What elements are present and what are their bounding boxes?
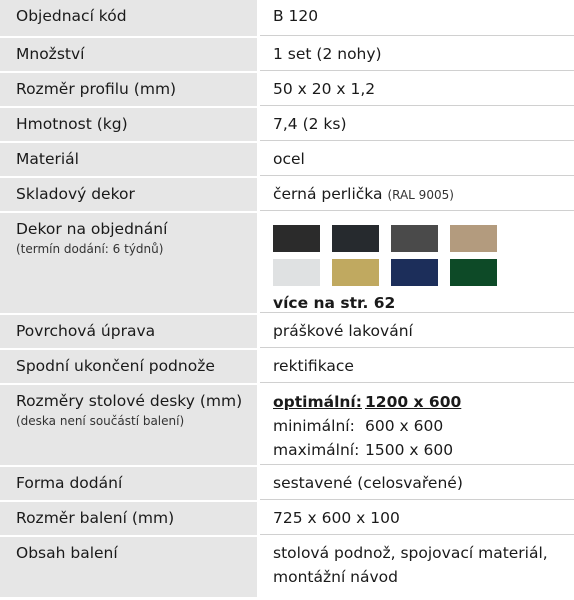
row-value — [260, 178, 574, 211]
color-swatch — [391, 259, 438, 286]
row-label: Objednací kód — [0, 0, 257, 36]
row-label — [0, 385, 257, 465]
row-value — [260, 385, 574, 465]
row-value: sestavené (celosvařené) — [260, 467, 574, 500]
package-content-line: stolová podnož, spojovací materiál, — [273, 544, 548, 562]
color-swatch — [332, 225, 379, 252]
row-label — [0, 213, 257, 313]
spec-row-package-content — [0, 537, 574, 599]
spec-row-profile — [0, 73, 574, 108]
row-label: Materiál — [0, 143, 257, 176]
dimension-optimal: optimální: 1200 x 600 — [273, 393, 462, 411]
row-value: 1 set (2 nohy) — [260, 38, 574, 71]
row-value: práškové lakování — [260, 315, 574, 348]
row-label: Rozměr balení (mm) — [0, 502, 257, 535]
color-swatch — [332, 259, 379, 286]
row-value: B 120 — [260, 0, 574, 36]
row-value: 725 x 600 x 100 — [260, 502, 574, 535]
row-value — [260, 213, 574, 313]
color-swatch — [450, 259, 497, 286]
row-value — [260, 537, 574, 597]
row-label: Rozměr profilu (mm) — [0, 73, 257, 106]
row-value: 7,4 (2 ks) — [260, 108, 574, 141]
spec-row-stock-decor — [0, 178, 574, 213]
table-top-label: Rozměry stolové desky (mm) — [16, 392, 243, 410]
table-top-note: (deska není součástí balení) — [16, 414, 185, 428]
spec-row-surface — [0, 315, 574, 350]
row-value: 50 x 20 x 1,2 — [260, 73, 574, 106]
dimension-minimal: minimální: 600 x 600 — [273, 417, 444, 435]
color-swatch — [391, 225, 438, 252]
order-decor-note: (termín dodání: 6 týdnů) — [16, 242, 164, 256]
stock-decor-ral: (RAL 9005) — [387, 188, 454, 202]
package-content-line: montážní návod — [273, 568, 398, 586]
spec-row-package-size — [0, 502, 574, 537]
color-swatch — [450, 225, 497, 252]
stock-decor-name: černá perlička — [273, 185, 383, 203]
spec-row-delivery-form — [0, 467, 574, 502]
row-label: Obsah balení — [0, 537, 257, 597]
spec-row-weight — [0, 108, 574, 143]
spec-row-quantity — [0, 38, 574, 73]
more-decor-reference: více na str. 62 — [273, 294, 396, 312]
spec-row-leg-end — [0, 350, 574, 385]
row-label: Spodní ukončení podnože — [0, 350, 257, 383]
row-value: ocel — [260, 143, 574, 176]
color-swatch — [273, 259, 320, 286]
color-swatch — [273, 225, 320, 252]
spec-row-table-top — [0, 385, 574, 467]
color-swatches — [273, 225, 574, 286]
row-label: Množství — [0, 38, 257, 71]
dimension-maximal: maximální: 1500 x 600 — [273, 441, 454, 459]
row-label: Forma dodání — [0, 467, 257, 500]
row-label: Povrchová úprava — [0, 315, 257, 348]
row-label: Skladový dekor — [0, 178, 257, 211]
order-decor-label: Dekor na objednání — [16, 220, 168, 238]
spec-row-material — [0, 143, 574, 178]
spec-row-order-code — [0, 0, 574, 38]
row-label: Hmotnost (kg) — [0, 108, 257, 141]
spec-row-order-decor — [0, 213, 574, 315]
row-value: rektifikace — [260, 350, 574, 383]
